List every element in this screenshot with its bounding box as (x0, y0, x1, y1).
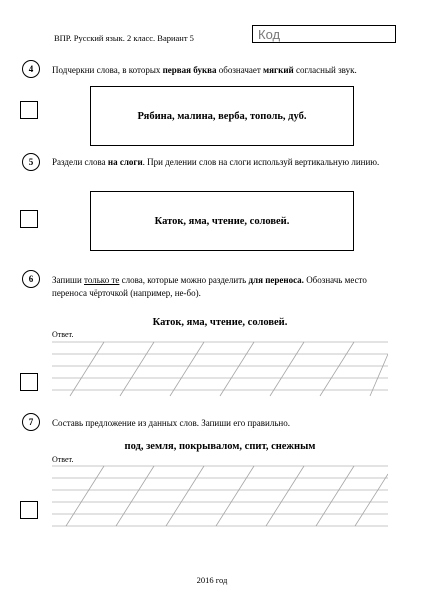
task-4-text-after: согласный звук. (293, 65, 357, 75)
task-6-answer-label: Ответ. (52, 330, 74, 339)
task-7-answer-label: Ответ. (52, 455, 74, 464)
task-5-text-bold: на слоги (107, 157, 143, 167)
task-4-text-mid: обозначает (216, 65, 264, 75)
task-6-instruction (52, 274, 397, 299)
task-7-number: 7 (22, 413, 40, 431)
task-4-word-box (90, 86, 354, 146)
task-5-word-box (90, 191, 354, 251)
task-4-score-box[interactable] (20, 101, 38, 119)
task-7-words: под, земля, покрывалом, спит, снежным (124, 441, 316, 452)
task-4-instruction (52, 64, 402, 77)
task-5-text-after: . При делении слов на слоги используй вертикальную линию. (142, 157, 380, 167)
task-4-text-bold2: мягкий (263, 65, 294, 75)
task-6-score-box[interactable] (20, 373, 38, 391)
task-5-score-box[interactable] (20, 210, 38, 228)
task-7-writing-lines[interactable] (52, 460, 388, 530)
task-5-instruction (52, 156, 397, 169)
footer-year: 2016 год (196, 575, 228, 585)
task-7-slant-lines (66, 466, 388, 526)
task-6-text-p3: Обозначь место переноса чёрточкой (например, не-бо). (52, 275, 367, 298)
code-field[interactable] (252, 25, 396, 43)
task-5-words: Каток, яма, чтение, соловей. (154, 215, 290, 227)
task-6-slant-lines (70, 342, 388, 396)
task-6-text-p2: слова, которые можно разделить (119, 275, 249, 285)
task-6-text-p1: Запиши (52, 275, 85, 285)
task-7-score-box[interactable] (20, 501, 38, 519)
task-6-number: 6 (22, 270, 40, 288)
task-5-number: 5 (22, 153, 40, 171)
task-6-text-bold: для переноса. (248, 275, 304, 285)
header-title: ВПР. Русский язык. 2 класс. Вариант 5 (54, 33, 194, 43)
task-6-writing-lines[interactable] (52, 336, 388, 400)
task-4-text-before: Подчеркни слова, в которых (52, 65, 163, 75)
task-4-text-bold1: первая буква (162, 65, 217, 75)
code-label: Код (258, 27, 281, 42)
task-4-number: 4 (22, 60, 40, 78)
task-6-text-underline: только те (84, 275, 120, 285)
task-7-instruction: Составь предложение из данных слов. Запиши его правильно. (52, 418, 290, 428)
task-5-text-before: Раздели слова (52, 157, 108, 167)
task-6-words: Каток, яма, чтение, соловей. (152, 317, 288, 328)
task-4-words: Рябина, малина, верба, тополь, дуб. (137, 110, 307, 122)
